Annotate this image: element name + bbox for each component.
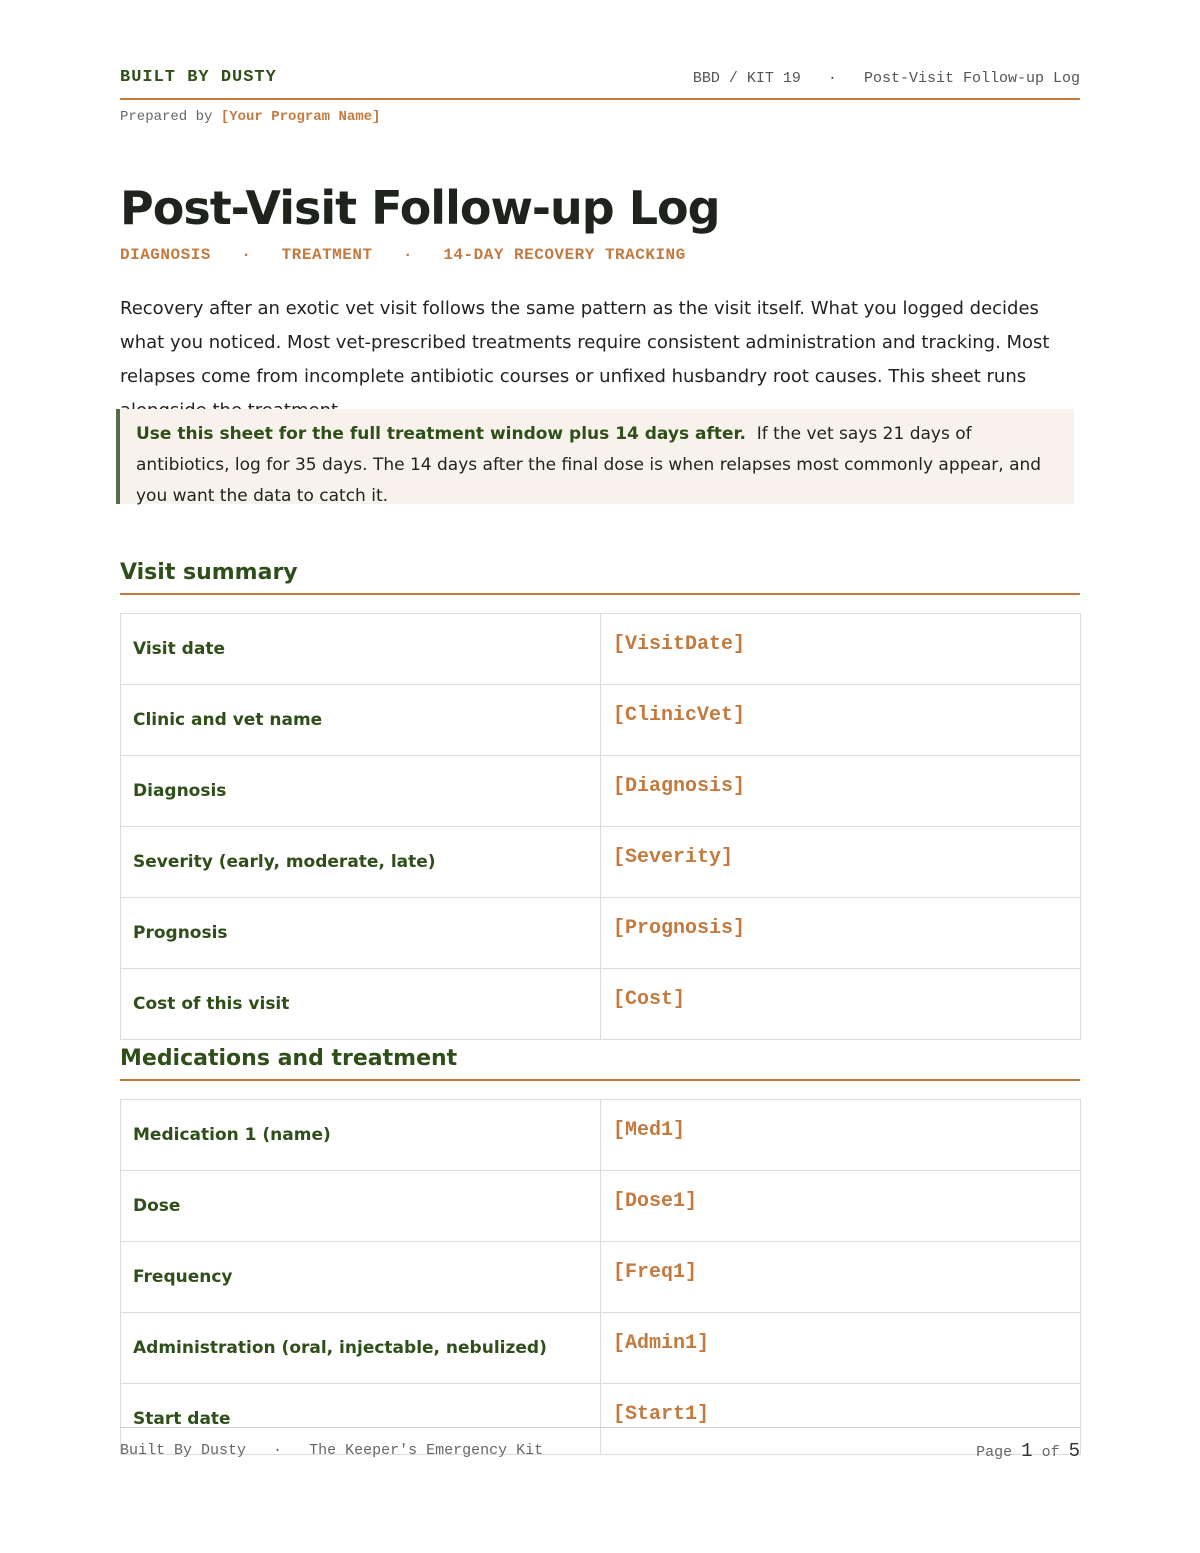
field-value[interactable]: [Start1] <box>601 1384 1081 1455</box>
table-row <box>121 614 1081 685</box>
subtitle-item-recovery: 14-DAY RECOVERY TRACKING <box>443 246 686 264</box>
table-row <box>121 1100 1081 1171</box>
field-value[interactable]: [VisitDate] <box>601 614 1081 685</box>
page-footer <box>120 1427 1080 1462</box>
page-total: 5 <box>1068 1440 1080 1462</box>
usage-callout <box>116 409 1074 504</box>
table-row <box>121 1171 1081 1242</box>
field-value[interactable]: [Prognosis] <box>601 898 1081 969</box>
doc-label: Post-Visit Follow-up Log <box>863 70 1080 87</box>
field-label: Cost of this visit <box>121 969 601 1040</box>
medications-table <box>120 1099 1081 1455</box>
footer-brand: Built By Dusty <box>120 1442 247 1459</box>
prepared-by <box>120 109 380 125</box>
field-label: Dose <box>121 1171 601 1242</box>
page-title: Post-Visit Follow-up Log <box>120 181 720 235</box>
section-heading-visit-summary: Visit summary <box>120 560 1080 595</box>
field-value[interactable]: [Admin1] <box>601 1313 1081 1384</box>
field-label: Clinic and vet name <box>121 685 601 756</box>
field-label: Start date <box>121 1384 601 1455</box>
subtitle-item-diagnosis: DIAGNOSIS <box>120 246 211 264</box>
field-value[interactable]: [Diagnosis] <box>601 756 1081 827</box>
field-label: Administration (oral, injectable, nebulized) <box>121 1313 601 1384</box>
table-row <box>121 1313 1081 1384</box>
page-subtitle <box>120 246 686 264</box>
page-label: Page <box>976 1444 1013 1461</box>
field-value[interactable]: [Freq1] <box>601 1242 1081 1313</box>
table-row <box>121 1242 1081 1313</box>
field-value[interactable]: [Med1] <box>601 1100 1081 1171</box>
field-label: Diagnosis <box>121 756 601 827</box>
field-label: Visit date <box>121 614 601 685</box>
subtitle-separator: · <box>241 246 252 264</box>
page-header <box>120 68 1080 100</box>
footer-kit-name: The Keeper's Emergency Kit <box>309 1442 544 1459</box>
page-indicator <box>976 1440 1080 1462</box>
callout-lead: Use this sheet for the full treatment window plus 14 days after. <box>136 424 746 444</box>
subtitle-item-treatment: TREATMENT <box>281 246 373 264</box>
kit-label: BBD / KIT 19 <box>692 70 801 87</box>
field-value[interactable]: [Severity] <box>601 827 1081 898</box>
kit-label-group <box>693 70 1080 87</box>
header-separator: · <box>827 70 837 87</box>
table-row <box>121 827 1081 898</box>
footer-separator: · <box>273 1442 283 1459</box>
field-value[interactable]: [Dose1] <box>601 1171 1081 1242</box>
table-row <box>121 969 1081 1040</box>
page-current: 1 <box>1021 1440 1033 1462</box>
field-label: Medication 1 (name) <box>121 1100 601 1171</box>
footer-left <box>120 1442 543 1459</box>
visit-summary-table <box>120 613 1081 1040</box>
field-value[interactable]: [ClinicVet] <box>601 685 1081 756</box>
brand-name: BUILT BY DUSTY <box>120 68 277 87</box>
table-row <box>121 898 1081 969</box>
table-row <box>121 756 1081 827</box>
field-label: Severity (early, moderate, late) <box>121 827 601 898</box>
field-value[interactable]: [Cost] <box>601 969 1081 1040</box>
of-label: of <box>1041 1444 1060 1461</box>
subtitle-separator: · <box>402 246 413 264</box>
table-row <box>121 685 1081 756</box>
section-heading-medications: Medications and treatment <box>120 1046 1080 1081</box>
field-label: Prognosis <box>121 898 601 969</box>
intro-paragraph: Recovery after an exotic vet visit follows the same pattern as the visit itself. What you logged decides what you noticed. Most vet-prescribed treatments require consistent administration and tracking. Most relapses come from incomplete antibiotic courses or unfixed husbandry root causes. This sheet runs <box>120 298 1050 387</box>
program-name-placeholder: [Your Program Name] <box>220 109 381 125</box>
prepared-label: Prepared by <box>120 109 213 125</box>
field-label: Frequency <box>121 1242 601 1313</box>
callout-body: If the vet says 21 days of antibiotics, log for 35 days. The 14 days after the final dose is when relapses most commonly appear, and you want the data to catch it. <box>136 424 1042 506</box>
